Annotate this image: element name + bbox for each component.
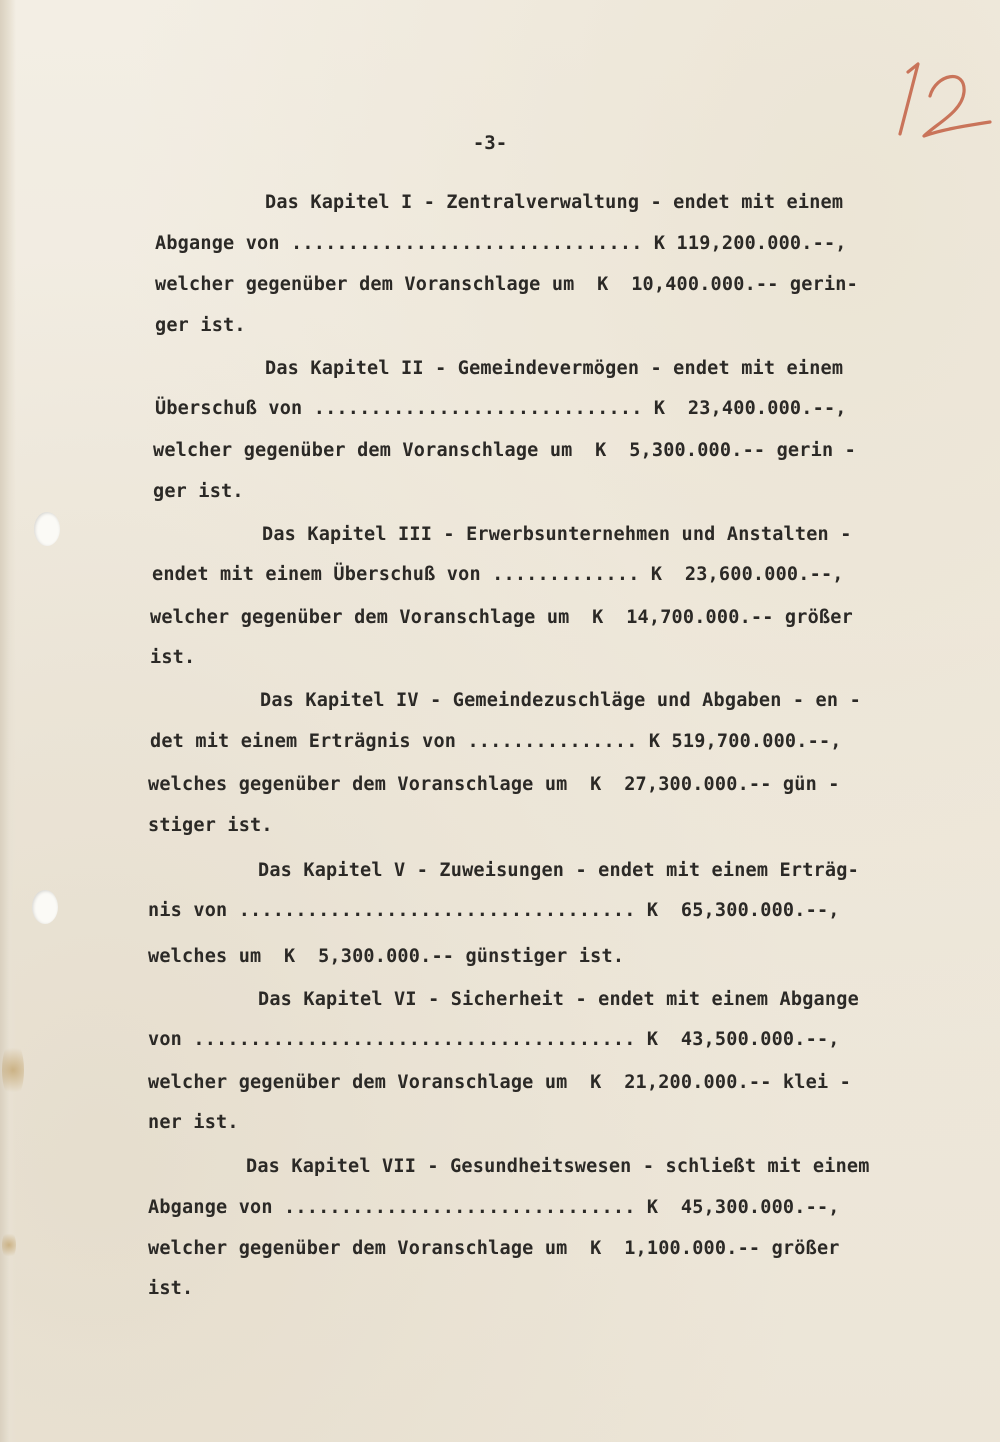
paragraph-line bbox=[0, 1274, 1000, 1304]
paragraph-line bbox=[0, 1108, 1000, 1138]
paragraph-line bbox=[0, 603, 1000, 633]
paragraph-first-line bbox=[0, 520, 1000, 550]
paragraph-line bbox=[0, 1193, 1000, 1223]
line-text: ist. bbox=[150, 647, 196, 668]
line-text: det mit einem Erträgnis von ............... K 519,700.000.--, bbox=[150, 731, 842, 752]
line-text: welcher gegenüber dem Voranschlage um K 21,200.000.-- klei - bbox=[148, 1072, 851, 1093]
line-text: welches gegenüber dem Voranschlage um K 27,300.000.-- gün - bbox=[148, 774, 840, 795]
paragraph-first-line bbox=[0, 188, 1000, 218]
line-text: welcher gegenüber dem Voranschlage um K 14,700.000.-- größer bbox=[150, 607, 853, 628]
line-text: von ....................................... K 43,500.000.--, bbox=[148, 1029, 840, 1050]
line-text: welches um K 5,300.000.-- günstiger ist. bbox=[148, 946, 625, 967]
line-text: welcher gegenüber dem Voranschlage um K 1,100.000.-- größer bbox=[148, 1238, 840, 1259]
paragraph-line bbox=[0, 477, 1000, 507]
paragraph-line bbox=[0, 1068, 1000, 1098]
paragraph-line bbox=[0, 394, 1000, 424]
paragraph-line bbox=[0, 770, 1000, 800]
line-text: Das Kapitel VI - Sicherheit - endet mit einem Abgange bbox=[258, 989, 859, 1010]
line-text: Das Kapitel V - Zuweisungen - endet mit einem Erträg- bbox=[258, 860, 859, 881]
line-text: Das Kapitel III - Erwerbsunternehmen und Anstalten - bbox=[262, 524, 852, 545]
line-text: stiger ist. bbox=[148, 815, 273, 836]
line-text: Überschuß von ............................. K 23,400.000.--, bbox=[155, 398, 847, 419]
paragraph-line bbox=[0, 811, 1000, 841]
line-text: nis von ................................... K 65,300.000.--, bbox=[148, 900, 840, 921]
handwritten-folio-number bbox=[878, 46, 998, 146]
line-text: Das Kapitel I - Zentralverwaltung - endet mit einem bbox=[265, 192, 844, 213]
paragraph-line bbox=[0, 1025, 1000, 1055]
paragraph-line bbox=[0, 643, 1000, 673]
page-number: -3- bbox=[472, 132, 508, 154]
line-text: welcher gegenüber dem Voranschlage um K 10,400.000.-- gerin- bbox=[155, 274, 858, 295]
paragraph-line bbox=[0, 229, 1000, 259]
line-text: Das Kapitel IV - Gemeindezuschläge und Abgaben - en - bbox=[260, 690, 861, 711]
paragraph-first-line bbox=[0, 354, 1000, 384]
paragraph-line bbox=[0, 311, 1000, 341]
paragraph-line bbox=[0, 942, 1000, 972]
paragraph-line bbox=[0, 1234, 1000, 1264]
line-text: ger ist. bbox=[153, 481, 244, 502]
line-text: Das Kapitel VII - Gesundheitswesen - schließt mit einem bbox=[246, 1156, 870, 1177]
line-text: Abgange von ............................... K 45,300.000.--, bbox=[148, 1197, 840, 1218]
paragraph-first-line bbox=[0, 985, 1000, 1015]
paragraph-first-line bbox=[0, 686, 1000, 716]
line-text: Abgange von ............................... K 119,200.000.--, bbox=[155, 233, 847, 254]
paragraph-first-line bbox=[0, 1152, 1000, 1182]
paragraph-line bbox=[0, 560, 1000, 590]
line-text: ist. bbox=[148, 1278, 194, 1299]
line-text: ner ist. bbox=[148, 1112, 239, 1133]
line-text: Das Kapitel II - Gemeindevermögen - endet mit einem bbox=[265, 358, 844, 379]
paragraph-line bbox=[0, 727, 1000, 757]
line-text: endet mit einem Überschuß von ............. K 23,600.000.--, bbox=[152, 564, 844, 585]
paragraph-line bbox=[0, 896, 1000, 926]
paragraph-line bbox=[0, 270, 1000, 300]
line-text: ger ist. bbox=[155, 315, 246, 336]
paragraph-line bbox=[0, 436, 1000, 466]
line-text: welcher gegenüber dem Voranschlage um K 5,300.000.-- gerin - bbox=[153, 440, 856, 461]
paragraph-first-line bbox=[0, 856, 1000, 886]
